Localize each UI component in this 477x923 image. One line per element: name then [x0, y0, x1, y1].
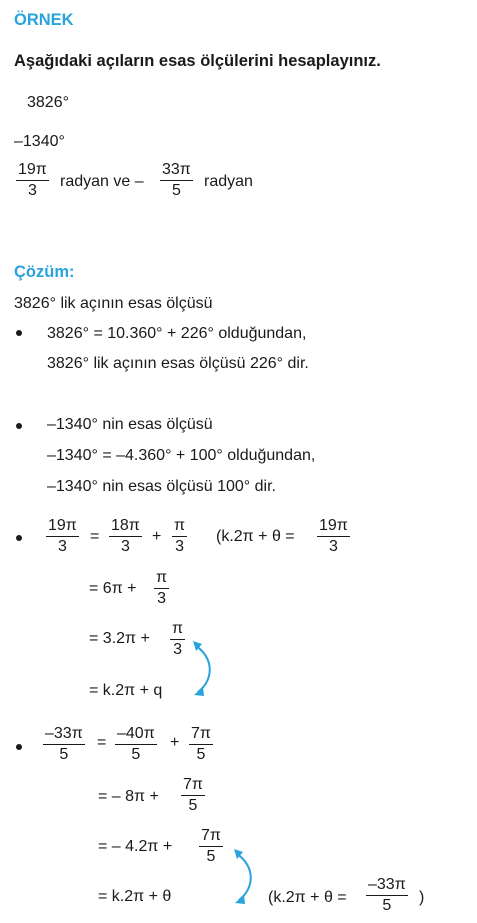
- ornek-item-3-end: radyan: [204, 173, 253, 190]
- part4-term2-fraction: [189, 725, 213, 764]
- part3-note-fraction: [317, 517, 350, 556]
- part3-line3-text: = 3.2π +: [89, 630, 150, 647]
- part3-equals: =: [90, 528, 100, 545]
- ornek-heading: ÖRNEK: [14, 11, 74, 29]
- part2-line3: –1340° nin esas ölçüsü 100° dir.: [47, 478, 276, 495]
- ornek-item-3-text: radyan ve –: [60, 173, 144, 190]
- part3-line2-text: = 6π +: [89, 580, 137, 597]
- part4-equals: =: [97, 734, 107, 751]
- curved-arrow-icon: [233, 848, 257, 908]
- fraction-numerator: –40π: [115, 725, 157, 745]
- fraction-numerator: π: [154, 569, 169, 589]
- fraction-denominator: 3: [120, 538, 130, 555]
- part4-line2-fraction: [181, 776, 205, 815]
- part4-line3-text: = – 4.2π +: [98, 838, 173, 855]
- bullet-3: [16, 535, 22, 541]
- part4-note-text: (k.2π + θ =: [268, 889, 347, 906]
- fraction-denominator: 3: [27, 182, 37, 199]
- cozum-heading: Çözüm:: [14, 263, 75, 281]
- ornek-item-1: 3826°: [27, 94, 69, 111]
- bullet-4: [16, 744, 22, 750]
- part4-note-fraction: [366, 876, 408, 915]
- part2-line2: –1340° = –4.360° + 100° olduğundan,: [47, 447, 316, 464]
- ornek-fraction-33pi-5: [160, 161, 193, 200]
- fraction-denominator: 3: [157, 590, 166, 607]
- part3-line4-text: = k.2π + q: [89, 682, 163, 699]
- fraction-denominator: 5: [131, 746, 141, 763]
- fraction-denominator: 5: [59, 746, 69, 763]
- part4-line2-text: = – 8π +: [98, 788, 159, 805]
- fraction-numerator: –33π: [366, 876, 408, 896]
- fraction-denominator: 5: [188, 797, 198, 814]
- fraction-numerator: 18π: [109, 517, 142, 537]
- bullet-2: [16, 423, 22, 429]
- fraction-denominator: 3: [173, 641, 182, 658]
- fraction-numerator: 19π: [317, 517, 350, 537]
- fraction-denominator: 5: [171, 182, 181, 199]
- part4-line3-fraction: [199, 827, 223, 866]
- part1-line1: 3826° = 10.360° + 226° olduğundan,: [47, 325, 307, 342]
- part3-lhs-fraction: [46, 517, 79, 556]
- bullet-1: [16, 330, 22, 336]
- part2-line1: –1340° nin esas ölçüsü: [47, 416, 213, 433]
- curved-arrow-icon: [192, 640, 216, 700]
- part1-line2: 3826° lik açının esas ölçüsü 226° dir.: [47, 355, 309, 372]
- fraction-numerator: 33π: [160, 161, 193, 181]
- fraction-numerator: π: [170, 620, 185, 640]
- question-text: Aşağıdaki açıların esas ölçülerini hesaplayınız.: [14, 52, 381, 70]
- fraction-denominator: 3: [57, 538, 67, 555]
- part3-line2-fraction: [154, 569, 169, 608]
- fraction-denominator: 5: [206, 848, 216, 865]
- fraction-numerator: π: [172, 517, 187, 537]
- fraction-denominator: 3: [328, 538, 338, 555]
- part3-line3-fraction: [170, 620, 185, 659]
- ornek-item-2: –1340°: [14, 133, 65, 150]
- fraction-numerator: 7π: [189, 725, 213, 745]
- part4-term1-fraction: [115, 725, 157, 764]
- cozum-intro: 3826° lik açının esas ölçüsü: [14, 295, 213, 312]
- fraction-numerator: 7π: [181, 776, 205, 796]
- part3-term1-fraction: [109, 517, 142, 556]
- fraction-numerator: 19π: [46, 517, 79, 537]
- part4-lhs-fraction: [43, 725, 85, 764]
- part4-note-close: ): [419, 889, 425, 906]
- part3-note-text: (k.2π + θ =: [216, 528, 295, 545]
- fraction-denominator: 3: [175, 538, 184, 555]
- part4-line4-text: = k.2π + θ: [98, 888, 172, 905]
- fraction-numerator: 7π: [199, 827, 223, 847]
- part3-term2-fraction: [172, 517, 187, 556]
- fraction-numerator: 19π: [16, 161, 49, 181]
- ornek-fraction-19pi-3: [16, 161, 49, 200]
- part3-plus: +: [152, 528, 162, 545]
- fraction-numerator: –33π: [43, 725, 85, 745]
- fraction-denominator: 5: [196, 746, 206, 763]
- fraction-denominator: 5: [382, 897, 392, 914]
- part4-plus: +: [170, 734, 180, 751]
